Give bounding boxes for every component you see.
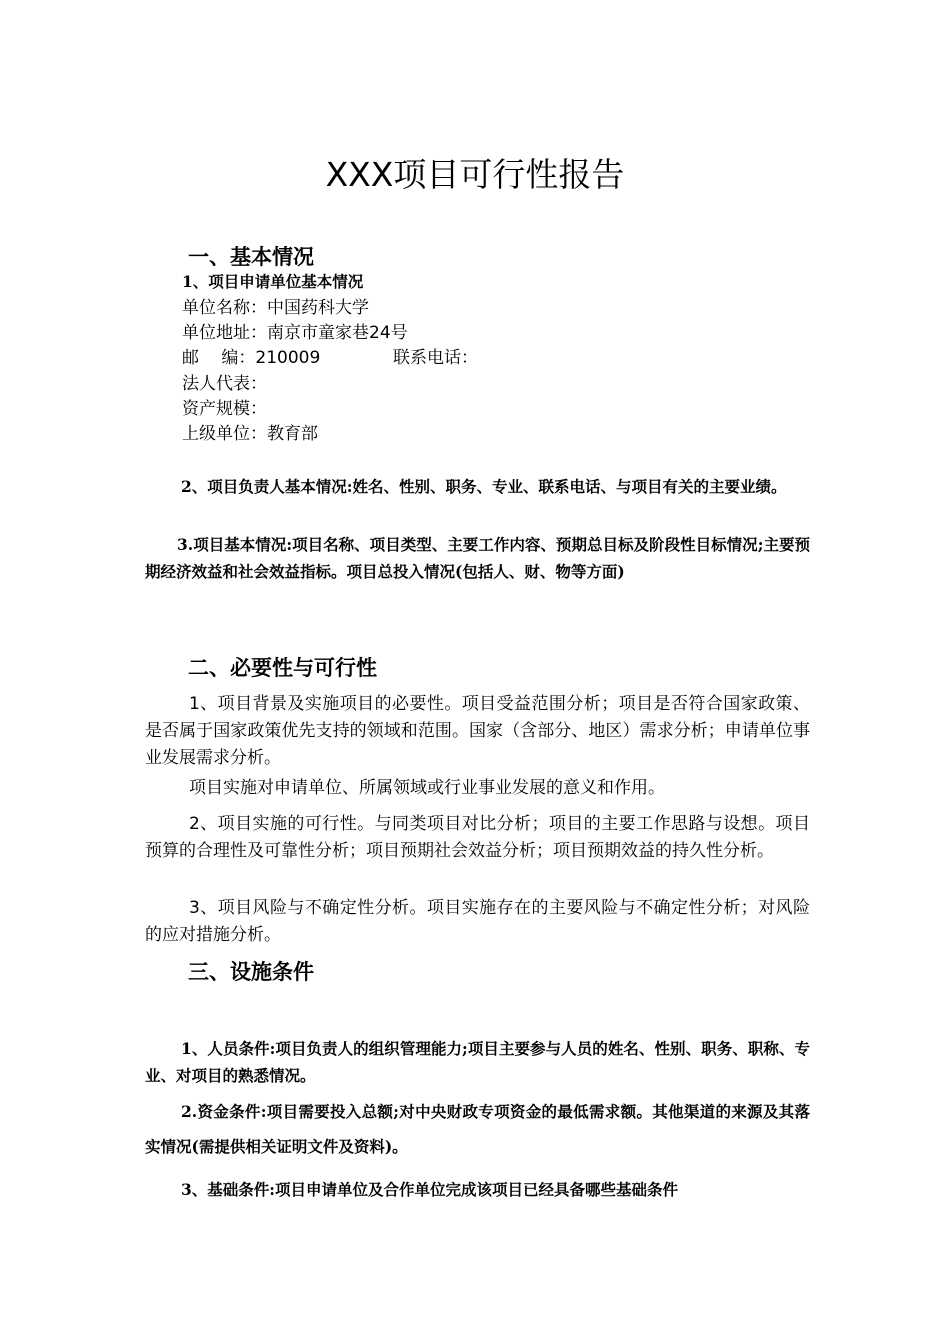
legal-representative: 法人代表： [182,374,267,394]
section-3-para-3: 3、基础条件:项目申请单位及合作单位完成该项目已经具备哪些基础条件 [181,1180,679,1199]
section-2-para-2: 项目实施对申请单位、所属领域或行业事业发展的意义和作用。 [189,778,665,798]
section-1-item-3: 3.项目基本情况:项目名称、项目类型、主要工作内容、预期总目标及阶段性目标情况;主要预期经济效益和社会效益指标。项目总投入情况(包括人、财、物等方面) [145,535,810,581]
section-1-heading: 一、基本情况 [188,245,314,269]
section-2-para-1: 1、项目背景及实施项目的必要性。项目受益范围分析；项目是否符合国家政策、是否属于国家政策优先支持的领域和范围。国家（含部分、地区）需求分析；申请单位事业发展需求分析。 [145,694,810,768]
postcode: 邮 编：210009 [182,348,321,368]
section-3-para-1: 1、人员条件:项目负责人的组织管理能力;项目主要参与人员的姓名、性别、职务、职称、专业、对项目的熟悉情况。 [145,1039,810,1085]
section-2-para-4: 3、项目风险与不确定性分析。项目实施存在的主要风险与不确定性分析；对风险的应对措施分析。 [145,898,810,945]
section-3-heading: 三、设施条件 [188,960,314,984]
document-title: XXX项目可行性报告 [325,155,625,194]
superior-unit: 上级单位：教育部 [182,424,318,444]
unit-name: 单位名称：中国药科大学 [182,298,369,318]
section-3-para-2: 2.资金条件:项目需要投入总额;对中央财政专项资金的最低需求额。其他渠道的来源及其落实情况(需提供相关证明文件及资料)。 [145,1102,810,1156]
contact-phone: 联系电话： [393,348,478,368]
asset-scale: 资产规模： [182,399,267,419]
unit-address: 单位地址：南京市童家巷24号 [182,323,408,343]
section-1-subheading: 1、项目申请单位基本情况 [182,272,364,291]
section-2-para-3: 2、项目实施的可行性。与同类项目对比分析；项目的主要工作思路与设想。项目预算的合理性及可靠性分析；项目预期社会效益分析；项目预期效益的持久性分析。 [145,814,810,861]
section-2-heading: 二、必要性与可行性 [188,656,377,680]
section-1-item-2: 2、项目负责人基本情况:姓名、性别、职务、专业、联系电话、与项目有关的主要业绩。 [181,477,787,496]
